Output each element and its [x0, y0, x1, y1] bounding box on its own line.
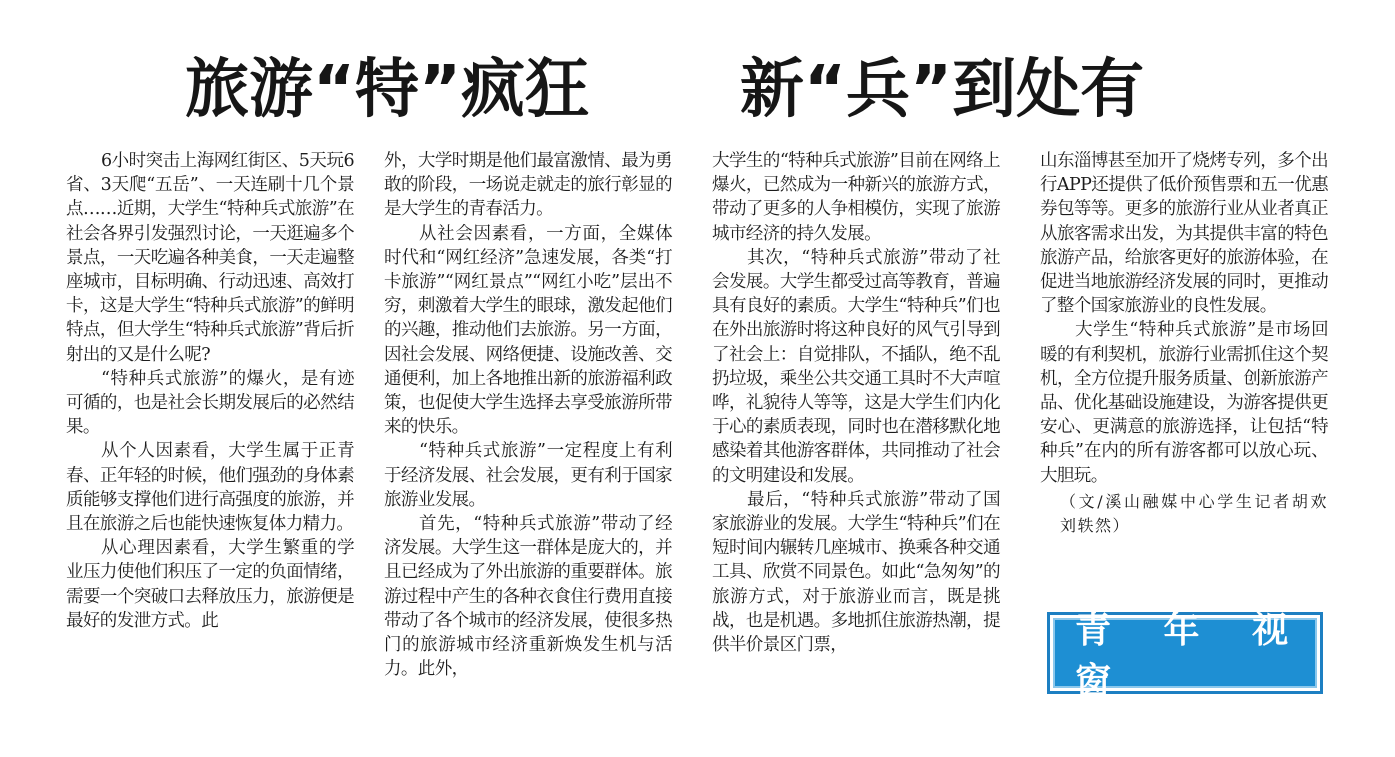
paragraph-continued: 山东淄博甚至加开了烧烤专列，多个出行APP还提供了低价预售票和五一优惠券包等等。更多的旅游行业从业者真正从旅客需求出发，为其提供丰富的特色旅游产品，给旅客更好的旅游体验，在促进当地旅游经济发展的同时，更推动了整个国家旅游业的良性发展。 — [1040, 151, 1328, 317]
paragraph: “特种兵式旅游”的爆火，是有迹可循的，也是社会长期发展后的必然结果。 — [66, 368, 354, 438]
article-column-1 — [66, 149, 354, 633]
column-badge-panel — [1053, 609, 1317, 702]
article-column-2 — [384, 149, 672, 681]
article-column-4 — [1040, 149, 1328, 538]
paragraph: 6小时突击上海网红街区、5天玩6省、3天爬“五岳”、一天连刷十几个景点……近期，大学生“特种兵式旅游”在社会各界引发强烈讨论，一天逛遍多个景点，一天吃遍各种美食，一天走遍整座城市，目标明确、行动迅速、高效打卡，这是大学生“特种兵式旅游”的鲜明特点，但大学生“特种兵式旅游”背后折射出的又是什么呢? — [66, 151, 354, 365]
paragraph: 首先，“特种兵式旅游”带动了经济发展。大学生这一群体是庞大的，并且已经成为了外出旅游的重要群体。旅游过程中产生的各种衣食住行费用直接带动了各个城市的经济发展，使很多热门的旅游城市经济重新焕发生机与活力。此外， — [384, 514, 672, 680]
paragraph: 其次，“特种兵式旅游”带动了社会发展。大学生都受过高等教育，普遍具有良好的素质。大学生“特种兵”们也在外出旅游时将这种良好的风气引导到了社会上：自觉排队，不插队，绝不乱扔垃圾，乘坐公共交通工具时不大声喧哗，礼貌待人等等，这是大学生们内化于心的素质表现，同时也在潜移默化地感染着其他游客群体，共同推动了社会的文明建设和发展。 — [712, 247, 1000, 486]
paragraph-continued: 外，大学时期是他们最富激情、最为勇敢的阶段，一场说走就走的旅行彰显的是大学生的青春活力。 — [384, 151, 672, 220]
headline-right: 新“兵”到处有 — [740, 53, 1145, 127]
paragraph: 大学生“特种兵式旅游”是市场回暖的有利契机，旅游行业需抓住这个契机，全方位提升服务质量、创新旅游产品、优化基础设施建设，为游客提供更安心、更满意的旅游选择，让包括“特种兵”在内的所有游客都可以放心玩、大胆玩。 — [1040, 320, 1328, 486]
paragraph: 从心理因素看，大学生繁重的学业压力使他们积压了一定的负面情绪，需要一个突破口去释放压力，旅游便是最好的发泄方式。此 — [66, 538, 354, 631]
column-badge — [1047, 609, 1323, 702]
author-byline: （文/溪山融媒中心学生记者胡欢 刘轶然） — [1060, 491, 1328, 536]
headline-left: 旅游“特”疯狂 — [185, 53, 590, 127]
headline — [0, 50, 1395, 130]
paragraph: 最后，“特种兵式旅游”带动了国家旅游业的发展。大学生“特种兵”们在短时间内辗转几座城市、换乘各种交通工具、欣赏不同景色。如此“急匆匆”的旅游方式，对于旅游业而言，既是挑战，也是机遇。多地抓住旅游热潮，提供半价景区门票， — [712, 489, 1000, 656]
article-column-3 — [712, 149, 1000, 657]
paragraph: 从社会因素看，一方面，全媒体时代和“网红经济”急速发展，各类“打卡旅游”“网红景点”“网红小吃”层出不穷，刺激着大学生的眼球，激发起他们的兴趣，推动他们去旅游。另一方面，因社会发展、网络便捷、设施改善、交通便利，加上各地推出新的旅游福利政策，也促使大学生选择去享受旅游所带来的快乐。 — [384, 223, 672, 438]
column-badge-label: 青 年 视 窗 — [1075, 609, 1309, 702]
paragraph: 从个人因素看，大学生属于正青春、正年轻的时候，他们强劲的身体素质能够支撑他们进行高强度的旅游，并且在旅游之后也能快速恢复体力精力。 — [66, 441, 354, 535]
paragraph-continued: 大学生的“特种兵式旅游”目前在网络上爆火，已然成为一种新兴的旅游方式，带动了更多的人争相模仿，实现了旅游城市经济的持久发展。 — [712, 151, 1000, 244]
paragraph: “特种兵式旅游”一定程度上有利于经济发展、社会发展，更有利于国家旅游业发展。 — [384, 441, 672, 510]
